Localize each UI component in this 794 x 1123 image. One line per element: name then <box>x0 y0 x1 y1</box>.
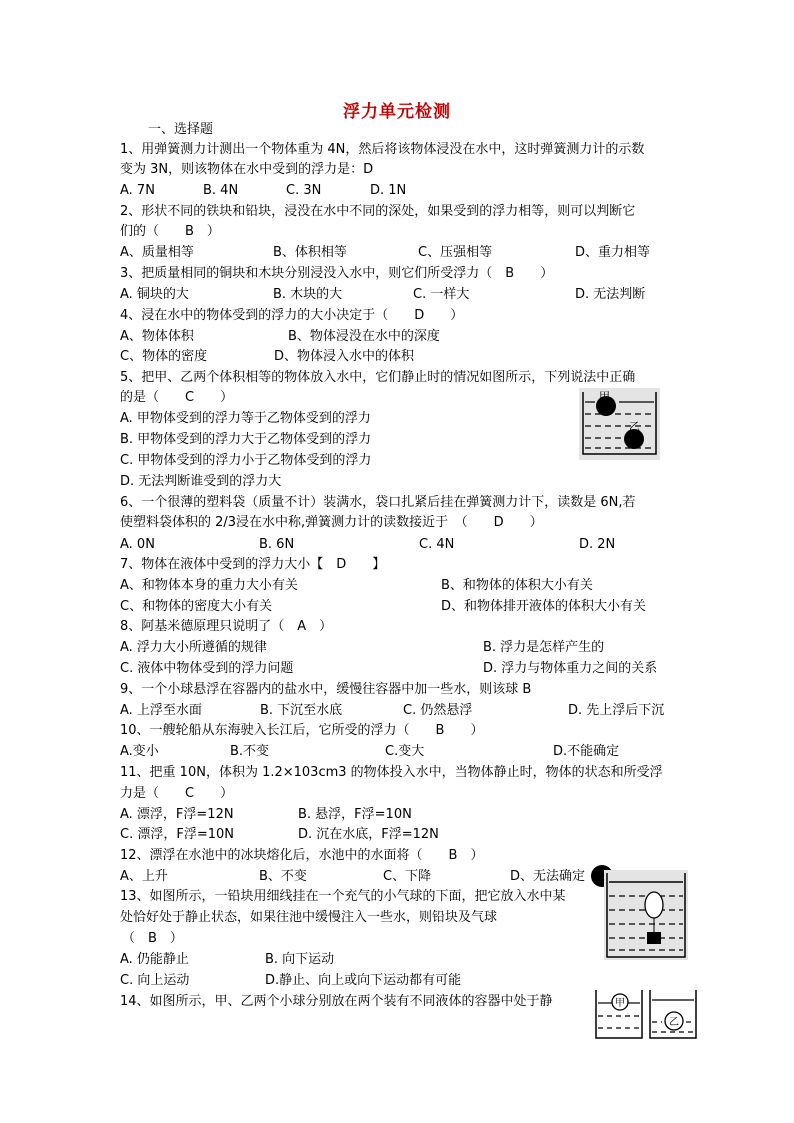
section-heading: 一、选择题 <box>148 122 214 137</box>
question-9-option-b: B. 下沉至水底 <box>260 703 343 718</box>
question-4-option-a: A、物体体积 <box>120 329 194 344</box>
question-2-option-d: D、重力相等 <box>575 245 651 260</box>
question-11-option-c: C. 漂浮，F浮=10N <box>120 827 234 842</box>
question-10-option-c: C.变大 <box>385 744 425 759</box>
question-5-stem-cont: 的是（ C ） <box>120 390 234 405</box>
figure-q14-container-yi <box>648 988 698 1040</box>
question-4-option-b: B、物体浸没在水中的深度 <box>288 329 440 344</box>
question-3-option-a: A. 铜块的大 <box>120 287 189 302</box>
question-7-option-c: C、和物体的密度大小有关 <box>120 599 273 614</box>
question-10-option-a: A.变小 <box>120 744 159 759</box>
question-1-stem-cont: 变为 3N，则该物体在水中受到的浮力是：D <box>120 162 374 177</box>
question-5-option-a: A. 甲物体受到的浮力等于乙物体受到的浮力 <box>120 411 371 426</box>
question-12-option-c: C、下降 <box>383 869 432 884</box>
question-4-option-c: C、物体的密度 <box>120 349 208 364</box>
question-13-option-c: C. 向上运动 <box>120 973 190 988</box>
question-13-stem-cont: 处恰好处于静止状态，如果往池中缓慢注入一些水，则铅块及气球 <box>120 910 498 925</box>
question-8-option-b: B. 浮力是怎样产生的 <box>483 640 605 655</box>
question-7-stem: 7、物体在液体中受到的浮力大小【 D 】 <box>120 557 386 572</box>
question-8-option-d: D. 浮力与物体重力之间的关系 <box>483 661 658 676</box>
question-2-stem-cont: 们的（ B ） <box>120 224 220 239</box>
question-10-option-d: D.不能确定 <box>553 744 620 759</box>
question-9-option-c: C. 仍然悬浮 <box>403 703 473 718</box>
question-5-option-c: C. 甲物体受到的浮力小于乙物体受到的浮力 <box>120 453 372 468</box>
question-6-stem-cont: 使塑料袋体积的 2/3浸在水中称,弹簧测力计的读数接近于 （ D ） <box>120 515 543 530</box>
question-9-option-d: D. 先上浮后下沉 <box>568 703 665 718</box>
figure-q5-container <box>579 388 660 460</box>
question-8-option-a: A. 浮力大小所遵循的规律 <box>120 640 267 655</box>
question-9-stem: 9、一个小球悬浮在容器内的盐水中，缓慢往容器中加一些水，则该球 B <box>120 682 532 697</box>
question-4-option-d: D、物体浸入水中的体积 <box>274 349 415 364</box>
question-4-stem: 4、浸在水中的物体受到的浮力的大小决定于（ D ） <box>120 308 464 323</box>
question-2-option-b: B、体积相等 <box>273 245 347 260</box>
question-10-stem: 10、一艘轮船从东海驶入长江后，它所受的浮力（ B ） <box>120 723 484 738</box>
question-8-stem: 8、阿基米德原理只说明了（ A ） <box>120 619 333 634</box>
question-9-option-a: A. 上浮至水面 <box>120 703 202 718</box>
question-6-stem: 6、一个很薄的塑料袋（质量不计）装满水，袋口扎紧后挂在弹簧测力计下，读数是 6N,若 <box>120 495 636 510</box>
question-3-option-b: B. 木块的大 <box>273 287 343 302</box>
question-8-option-c: C. 液体中物体受到的浮力问题 <box>120 661 294 676</box>
question-13-option-d: D.静止、向上或向下运动都有可能 <box>265 973 462 988</box>
question-3-stem: 3、把质量相同的铜块和木块分别浸没入水中，则它们所受浮力（ B ） <box>120 266 554 281</box>
question-13-option-b: B. 向下运动 <box>265 952 335 967</box>
figure-q14-label-jia: 甲 <box>615 998 625 1009</box>
question-6-option-b: B. 6N <box>259 537 295 552</box>
question-12-option-d: D、无法确定 <box>510 869 586 884</box>
question-12-option-a: A、上升 <box>120 869 168 884</box>
question-2-option-a: A、质量相等 <box>120 245 194 260</box>
question-1-option-c: C. 3N <box>286 183 322 198</box>
question-1-option-a: A. 7N <box>120 183 155 198</box>
question-3-option-c: C. 一样大 <box>413 287 470 302</box>
question-11-stem-cont: 力是（ C ） <box>120 786 234 801</box>
question-12-stem: 12、漂浮在水池中的冰块熔化后，水池中的水面将（ B ） <box>120 848 484 863</box>
question-6-option-d: D. 2N <box>579 537 616 552</box>
figure-q13-pool <box>604 870 688 960</box>
question-7-option-a: A、和物体本身的重力大小有关 <box>120 578 298 593</box>
question-7-option-d: D、和物体排开液体的体积大小有关 <box>441 599 647 614</box>
question-7-option-b: B、和物体的体积大小有关 <box>441 578 593 593</box>
question-11-stem: 11、把重 10N，体积为 1.2×103cm3 的物体投入水中，当物体静止时，物体的状态和所受浮 <box>120 765 663 780</box>
question-13-stem: 13、如图所示，一铅块用细线挂在一个充气的小气球的下面，把它放入水中某 <box>120 889 566 904</box>
question-5-stem: 5、把甲、乙两个体积相等的物体放入水中，它们静止时的情况如图所示，下列说法中正确 <box>120 370 636 385</box>
lead-block <box>647 932 661 944</box>
question-6-option-a: A. 0N <box>120 537 155 552</box>
question-2-option-c: C、压强相等 <box>418 245 493 260</box>
question-5-option-d: D. 无法判断谁受到的浮力大 <box>120 474 282 489</box>
question-6-option-c: C. 4N <box>419 537 455 552</box>
question-1-option-d: D. 1N <box>370 183 407 198</box>
question-2-stem: 2、形状不同的铁块和铅块，浸没在水中不同的深处，如果受到的浮力相等，则可以判断它 <box>120 204 636 219</box>
figure-q5-label-yi: 乙 <box>629 420 640 433</box>
balloon <box>645 892 663 918</box>
question-13-option-a: A. 仍能静止 <box>120 952 189 967</box>
question-10-option-b: B.不变 <box>230 744 270 759</box>
figure-q14-label-yi: 乙 <box>669 1017 679 1028</box>
question-12-option-b: B、不变 <box>259 869 307 884</box>
page-title: 浮力单元检测 <box>343 102 451 122</box>
question-3-option-d: D. 无法判断 <box>575 287 646 302</box>
question-11-option-b: B. 悬浮，F浮=10N <box>298 807 412 822</box>
question-11-option-a: A. 漂浮，F浮=12N <box>120 807 234 822</box>
figure-q14-container-jia <box>594 988 644 1040</box>
question-14-stem: 14、如图所示，甲、乙两个小球分别放在两个装有不同液体的容器中处于静 <box>120 994 553 1009</box>
figure-q5-label-jia: 甲 <box>599 390 610 403</box>
question-5-option-b: B. 甲物体受到的浮力大于乙物体受到的浮力 <box>120 432 372 447</box>
question-1-option-b: B. 4N <box>203 183 239 198</box>
question-13-stem-cont-2: （ B ） <box>122 931 183 946</box>
question-11-option-d: D. 沉在水底，F浮=12N <box>298 827 439 842</box>
question-1-stem: 1、用弹簧测力计测出一个物体重为 4N，然后将该物体浸没在水中，这时弹簧测力计的示数 <box>120 142 645 157</box>
